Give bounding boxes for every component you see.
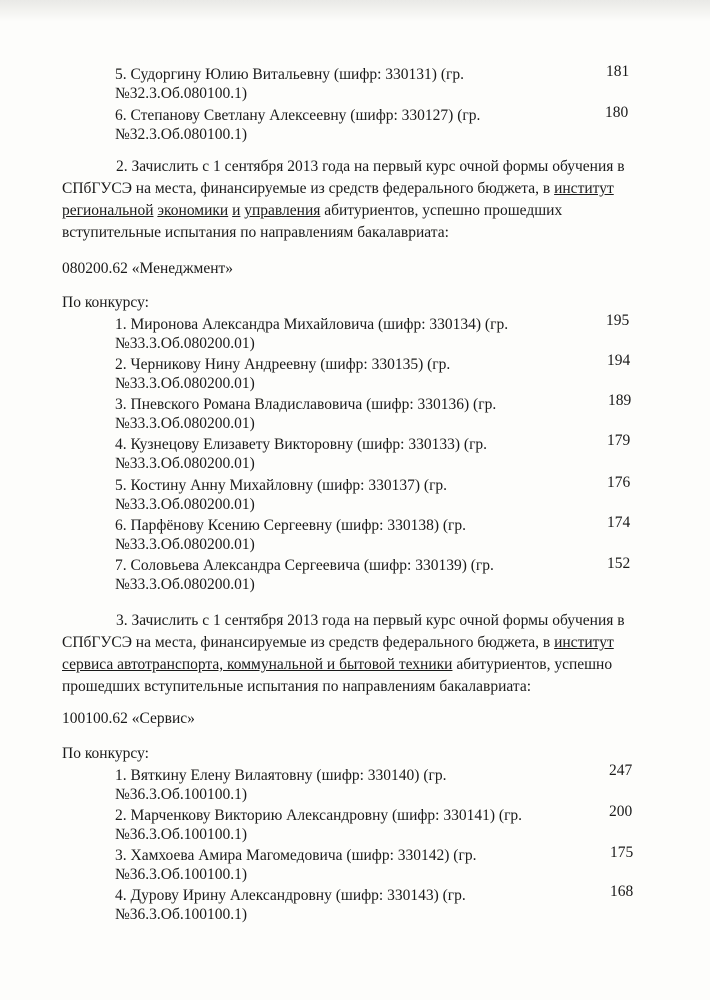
paragraph-line bbox=[62, 178, 668, 200]
entry-score: 174 bbox=[607, 514, 631, 531]
entry-group: №33.3.Об.080200.01) bbox=[115, 415, 255, 432]
paragraph-text: СПбГУСЭ на места, финансируемые из средств федерального бюджета, в bbox=[62, 180, 555, 197]
entry-score: 180 bbox=[605, 104, 629, 121]
entry-name: Миронова Александра Михайловича (шифр: 330134) (гр. bbox=[130, 316, 509, 333]
entry-line-1 bbox=[115, 65, 635, 84]
entry-name: Вяткину Елену Вилаятовну (шифр: 330140) (гр. bbox=[130, 767, 447, 784]
program-title: 100100.62 «Сервис» bbox=[62, 710, 195, 727]
entry-name: Парфёнову Ксению Сергеевну (шифр: 330138) (гр. bbox=[130, 517, 467, 534]
entry-number: 1. bbox=[115, 767, 127, 784]
entry-line-1 bbox=[115, 435, 635, 454]
paragraph-line bbox=[62, 632, 668, 654]
paragraph-line-justified bbox=[62, 200, 668, 222]
institute-name-underlined: экономики bbox=[157, 202, 229, 219]
entry-line-1 bbox=[115, 395, 635, 414]
entry-score: 189 bbox=[608, 392, 632, 409]
entry-score: 152 bbox=[607, 555, 631, 572]
entry-line-1 bbox=[115, 886, 635, 905]
entry-number: 5. bbox=[115, 477, 127, 494]
entry-line-1 bbox=[115, 106, 635, 125]
institute-name-underlined: региональной bbox=[62, 202, 154, 219]
paragraph-line bbox=[62, 654, 668, 676]
list-item bbox=[115, 766, 635, 804]
entry-number: 6. bbox=[115, 517, 127, 534]
entry-name: Костину Анну Михайловну (шифр: 330137) (гр. bbox=[130, 477, 448, 494]
entry-line-1 bbox=[115, 806, 635, 825]
entry-name: Пневского Романа Владиславовича (шифр: 330136) (гр. bbox=[130, 396, 497, 413]
entry-group: №33.3.Об.080200.01) bbox=[115, 455, 255, 472]
entry-score: 247 bbox=[609, 762, 633, 779]
entry-name: Соловьева Александра Сергеевича (шифр: 330139) (гр. bbox=[130, 557, 494, 574]
entry-number: 2. bbox=[115, 807, 127, 824]
entry-number: 4. bbox=[115, 887, 127, 904]
entry-line-1 bbox=[115, 516, 635, 535]
paragraph-line: 2. Зачислить с 1 сентября 2013 года на первый курс очной формы обучения в bbox=[116, 158, 625, 175]
entry-name: Черникову Нину Андреевну (шифр: 330135) (гр. bbox=[130, 356, 451, 373]
paragraph-word: прошедших bbox=[483, 202, 563, 219]
paragraph-text: абитуриентов, успешно bbox=[452, 656, 613, 673]
list-item bbox=[115, 435, 635, 473]
paragraph-line: прошедших вступительные испытания по направлениям бакалавриата: bbox=[62, 678, 532, 695]
entry-line-1 bbox=[115, 476, 635, 495]
entry-score: 176 bbox=[607, 474, 631, 491]
entry-name: Кузнецову Елизавету Викторовну (шифр: 330133) (гр. bbox=[130, 436, 488, 453]
list-item bbox=[115, 806, 635, 844]
entry-name: Степанову Светлану Алексеевну (шифр: 330127) (гр. bbox=[130, 107, 481, 124]
institute-name-underlined: управления bbox=[244, 202, 321, 219]
scan-edge-shadow bbox=[0, 0, 710, 22]
entry-group: №33.3.Об.080200.01) bbox=[115, 576, 255, 593]
entry-group: №33.3.Об.080200.01) bbox=[115, 496, 255, 513]
entry-number: 3. bbox=[115, 396, 127, 413]
entry-number: 3. bbox=[115, 847, 127, 864]
entry-line-1 bbox=[115, 556, 635, 575]
entry-number: 7. bbox=[115, 557, 127, 574]
contest-label: По конкурсу: bbox=[62, 294, 149, 311]
entry-group: №32.3.Об.080100.1) bbox=[115, 85, 248, 102]
entry-score: 175 bbox=[610, 844, 634, 861]
entry-name: Судоргину Юлию Витальевну (шифр: 330131) (гр. bbox=[130, 66, 464, 83]
paragraph-text: СПбГУСЭ на места, финансируемые из средств федерального бюджета, в bbox=[62, 634, 555, 651]
program-title: 080200.62 «Менеджмент» bbox=[62, 260, 234, 277]
entry-line-1 bbox=[115, 846, 635, 865]
paragraph-line: вступительные испытания по направлениям бакалавриата: bbox=[62, 224, 449, 241]
entry-number: 1. bbox=[115, 316, 127, 333]
institute-name-underlined: сервиса автотранспорта, коммунальной и бытовой техники bbox=[62, 656, 453, 673]
institute-name-underlined: институт bbox=[554, 634, 614, 651]
list-item bbox=[115, 476, 635, 514]
list-item bbox=[115, 106, 635, 144]
list-item bbox=[115, 355, 635, 393]
entry-line-1 bbox=[115, 766, 635, 785]
list-item bbox=[115, 516, 635, 554]
list-item bbox=[115, 315, 635, 353]
entry-name: Дурову Ирину Александровну (шифр: 330143) (гр. bbox=[130, 887, 466, 904]
entry-number: 2. bbox=[115, 356, 127, 373]
entry-group: №32.3.Об.080100.1) bbox=[115, 126, 248, 143]
contest-label: По конкурсу: bbox=[62, 745, 149, 762]
entry-line-1 bbox=[115, 315, 635, 334]
entry-group: №33.3.Об.080200.01) bbox=[115, 375, 255, 392]
entry-score: 168 bbox=[610, 883, 634, 900]
section-3-paragraph bbox=[62, 610, 668, 698]
paragraph-word: абитуриентов, bbox=[324, 202, 419, 219]
entry-group: №36.3.Об.100100.1) bbox=[115, 826, 248, 843]
entry-group: №33.3.Об.080200.01) bbox=[115, 335, 255, 352]
entry-number: 6. bbox=[115, 107, 127, 124]
entry-group: №36.3.Об.100100.1) bbox=[115, 866, 248, 883]
entry-score: 179 bbox=[607, 432, 631, 449]
institute-name-underlined: и bbox=[232, 202, 241, 219]
list-item bbox=[115, 886, 635, 924]
list-item bbox=[115, 65, 635, 103]
entry-group: №36.3.Об.100100.1) bbox=[115, 906, 248, 923]
entry-group: №33.3.Об.080200.01) bbox=[115, 536, 255, 553]
entry-name: Марченкову Викторию Александровну (шифр: 330141) (гр. bbox=[130, 807, 523, 824]
entry-group: №36.3.Об.100100.1) bbox=[115, 786, 248, 803]
institute-name-underlined: институт bbox=[554, 180, 614, 197]
entry-line-1 bbox=[115, 355, 635, 374]
list-item bbox=[115, 846, 635, 884]
entry-number: 5. bbox=[115, 66, 127, 83]
entry-number: 4. bbox=[115, 436, 127, 453]
entry-score: 200 bbox=[609, 803, 633, 820]
entry-score: 195 bbox=[606, 312, 630, 329]
section-2-paragraph bbox=[62, 156, 668, 244]
paragraph-word: успешно bbox=[422, 202, 481, 219]
entry-name: Хамхоева Амира Магомедовича (шифр: 330142) (гр. bbox=[130, 847, 477, 864]
list-item bbox=[115, 395, 635, 433]
list-item bbox=[115, 556, 635, 594]
entry-score: 194 bbox=[607, 352, 631, 369]
entry-score: 181 bbox=[606, 63, 630, 80]
paragraph-line: 3. Зачислить с 1 сентября 2013 года на первый курс очной формы обучения в bbox=[116, 612, 625, 629]
